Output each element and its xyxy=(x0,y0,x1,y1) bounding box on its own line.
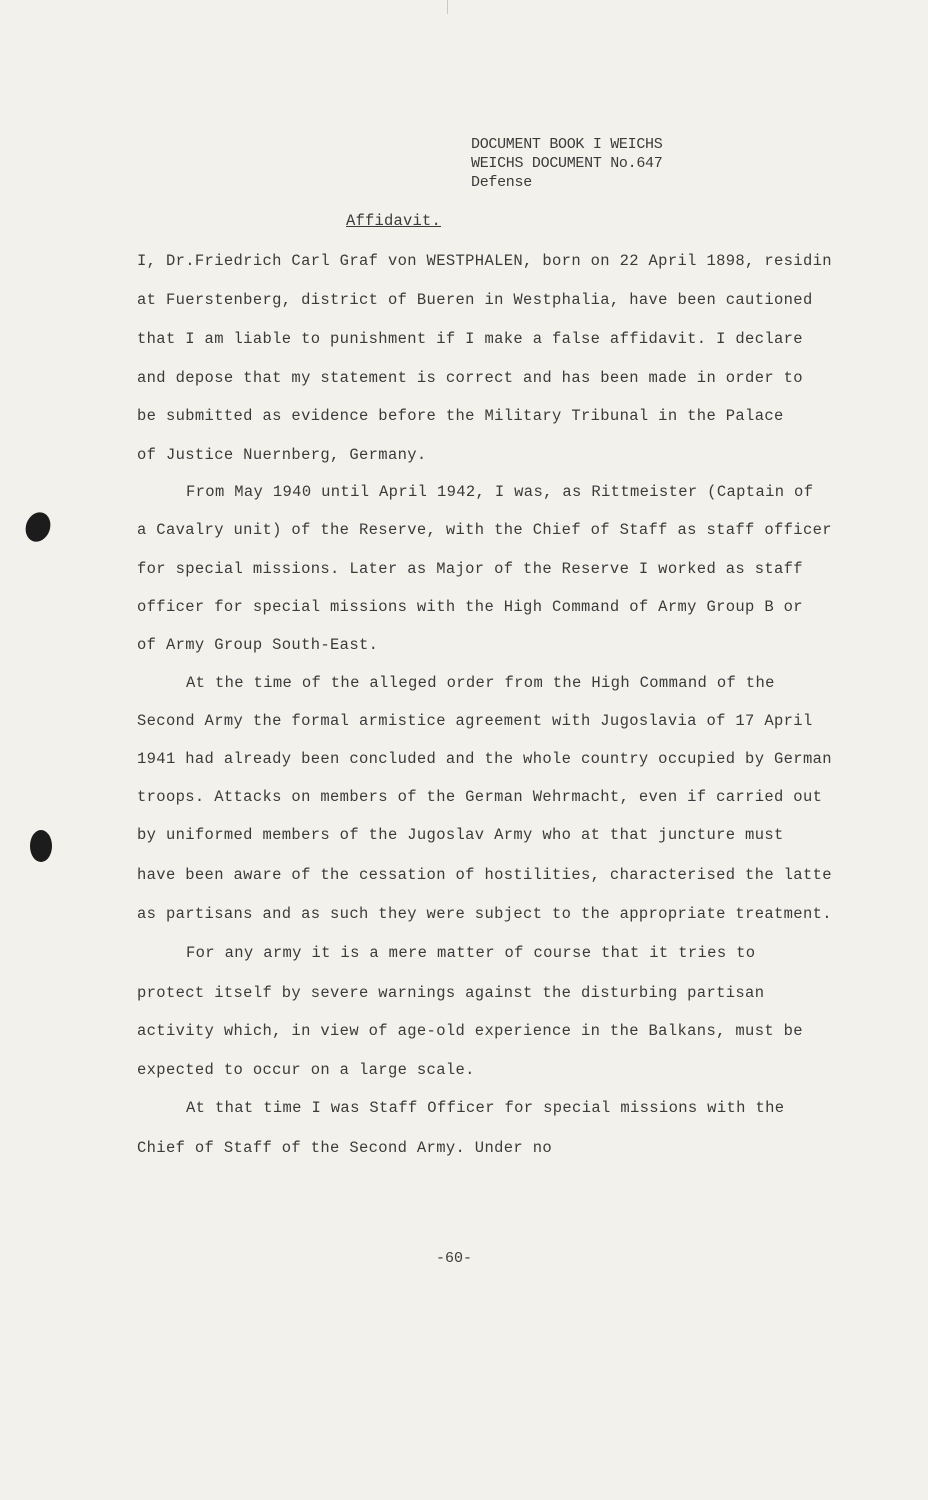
text-line: that I am liable to punishment if I make a false affidavit. I declare xyxy=(137,330,803,348)
text-line: of Army Group South-East. xyxy=(137,636,379,654)
text-line: as partisans and as such they were subject to the appropriate treatment. xyxy=(137,905,832,923)
text-line: Chief of Staff of the Second Army. Under no xyxy=(137,1139,553,1157)
text-line: 1941 had already been concluded and the whole country occupied by German xyxy=(137,750,832,768)
text-line: For any army it is a mere matter of course that it tries to xyxy=(186,944,756,962)
header-line-2: WEICHS DOCUMENT No.647 xyxy=(471,155,663,172)
text-line: At that time I was Staff Officer for special missions with the xyxy=(186,1099,785,1117)
text-line: Second Army the formal armistice agreement with Jugoslavia of 17 April xyxy=(137,712,813,730)
page-number: -60- xyxy=(436,1250,473,1267)
document-header xyxy=(471,135,662,192)
text-line: have been aware of the cessation of hostilities, characterised the latte xyxy=(137,866,832,884)
text-line: I, Dr.Friedrich Carl Graf von WESTPHALEN, born on 22 April 1898, residin xyxy=(137,252,832,270)
text-line: a Cavalry unit) of the Reserve, with the Chief of Staff as staff officer xyxy=(137,521,832,539)
text-line: officer for special missions with the High Command of Army Group B or xyxy=(137,598,803,616)
document-title: Affidavit. xyxy=(346,212,442,230)
punch-hole xyxy=(30,830,52,862)
text-line: At the time of the alleged order from the High Command of the xyxy=(186,674,775,692)
text-line: be submitted as evidence before the Military Tribunal in the Palace xyxy=(137,407,784,425)
text-line: expected to occur on a large scale. xyxy=(137,1061,475,1079)
text-line: protect itself by severe warnings against the disturbing partisan xyxy=(137,984,765,1002)
text-line: and depose that my statement is correct and has been made in order to xyxy=(137,369,803,387)
text-line: activity which, in view of age-old experience in the Balkans, must be xyxy=(137,1022,803,1040)
text-line: at Fuerstenberg, district of Bueren in Westphalia, have been cautioned xyxy=(137,291,813,309)
punch-hole xyxy=(22,509,55,545)
header-line-3: Defense xyxy=(471,174,532,191)
text-line: of Justice Nuernberg, Germany. xyxy=(137,446,427,464)
fold-mark xyxy=(447,0,448,14)
text-line: for special missions. Later as Major of the Reserve I worked as staff xyxy=(137,560,803,578)
header-line-1: DOCUMENT BOOK I WEICHS xyxy=(471,136,663,153)
text-line: troops. Attacks on members of the German Wehrmacht, even if carried out xyxy=(137,788,823,806)
text-line: by uniformed members of the Jugoslav Army who at that juncture must xyxy=(137,826,784,844)
text-line: From May 1940 until April 1942, I was, as Rittmeister (Captain of xyxy=(186,483,814,501)
